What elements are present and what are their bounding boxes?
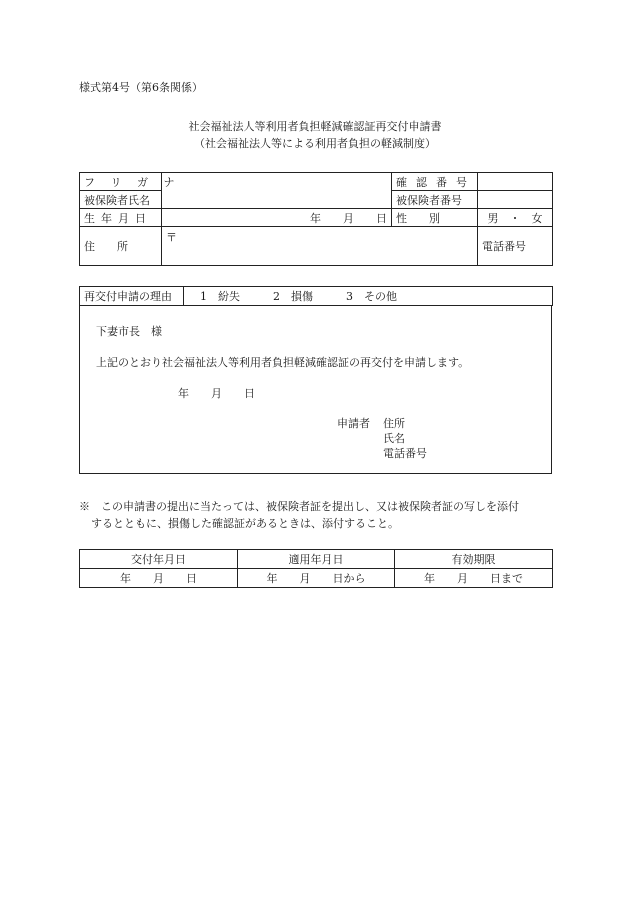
applicant-info-table [79,172,553,266]
applicant-label: 申請者 [337,417,370,430]
apply-date-header: 適用年月日 [238,550,395,569]
birth-date-field[interactable]: 年 月 日 [162,209,392,227]
issue-date-header: 交付年月日 [80,550,238,569]
expiry-field[interactable]: 年 月 日まで [395,569,553,588]
applicant-phone-label: 電話番号 [383,447,427,460]
applicant-name-label: 氏名 [383,432,405,445]
sex-field[interactable]: 男 ・ 女 [478,209,553,227]
note-line-2: するとともに、損傷した確認証があるときは、添付すること。 [91,517,399,530]
sex-label: 性 別 [392,209,478,227]
confirm-number-field[interactable] [478,173,553,191]
applicant-address-label: 住所 [383,417,405,430]
reason-options[interactable]: 1 紛失 2 損傷 3 その他 [184,287,553,306]
address-label: 住 所 [80,227,162,266]
zip-mark: 〒 [166,231,177,244]
issue-date-field[interactable]: 年 月 日 [80,569,238,588]
insured-name-label: 被保険者氏名 [80,191,162,209]
insured-number-label: 被保険者番号 [392,191,478,209]
furigana-label: フ リ ガ ナ [80,173,162,191]
request-box [79,305,552,474]
document-title: 社会福祉法人等利用者負担軽減確認証再交付申請書 [188,120,442,133]
office-use-table [79,549,553,588]
request-date[interactable]: 年 月 日 [178,387,255,400]
reason-label: 再交付申請の理由 [80,287,184,306]
phone-label: 電話番号 [478,227,553,266]
note-line-1: ※ この申請書の提出に当たっては、被保険者証を提出し、又は被保険者証の写しを添付 [79,500,519,513]
birth-date-label: 生年月日 [80,209,162,227]
form-number: 様式第4号（第6条関係） [79,81,203,94]
apply-date-field[interactable]: 年 月 日から [238,569,395,588]
reason-table [79,286,553,306]
request-body: 上記のとおり社会福祉法人等利用者負担軽減確認証の再交付を申請します。 [96,356,470,369]
confirm-number-label: 確認番号 [392,173,478,191]
addressee: 下妻市長 様 [96,325,162,338]
insured-number-field[interactable] [478,191,553,209]
document-subtitle: （社会福祉法人等による利用者負担の軽減制度） [194,137,436,150]
address-field[interactable] [162,227,478,266]
name-field[interactable] [162,173,392,209]
expiry-header: 有効期限 [395,550,553,569]
